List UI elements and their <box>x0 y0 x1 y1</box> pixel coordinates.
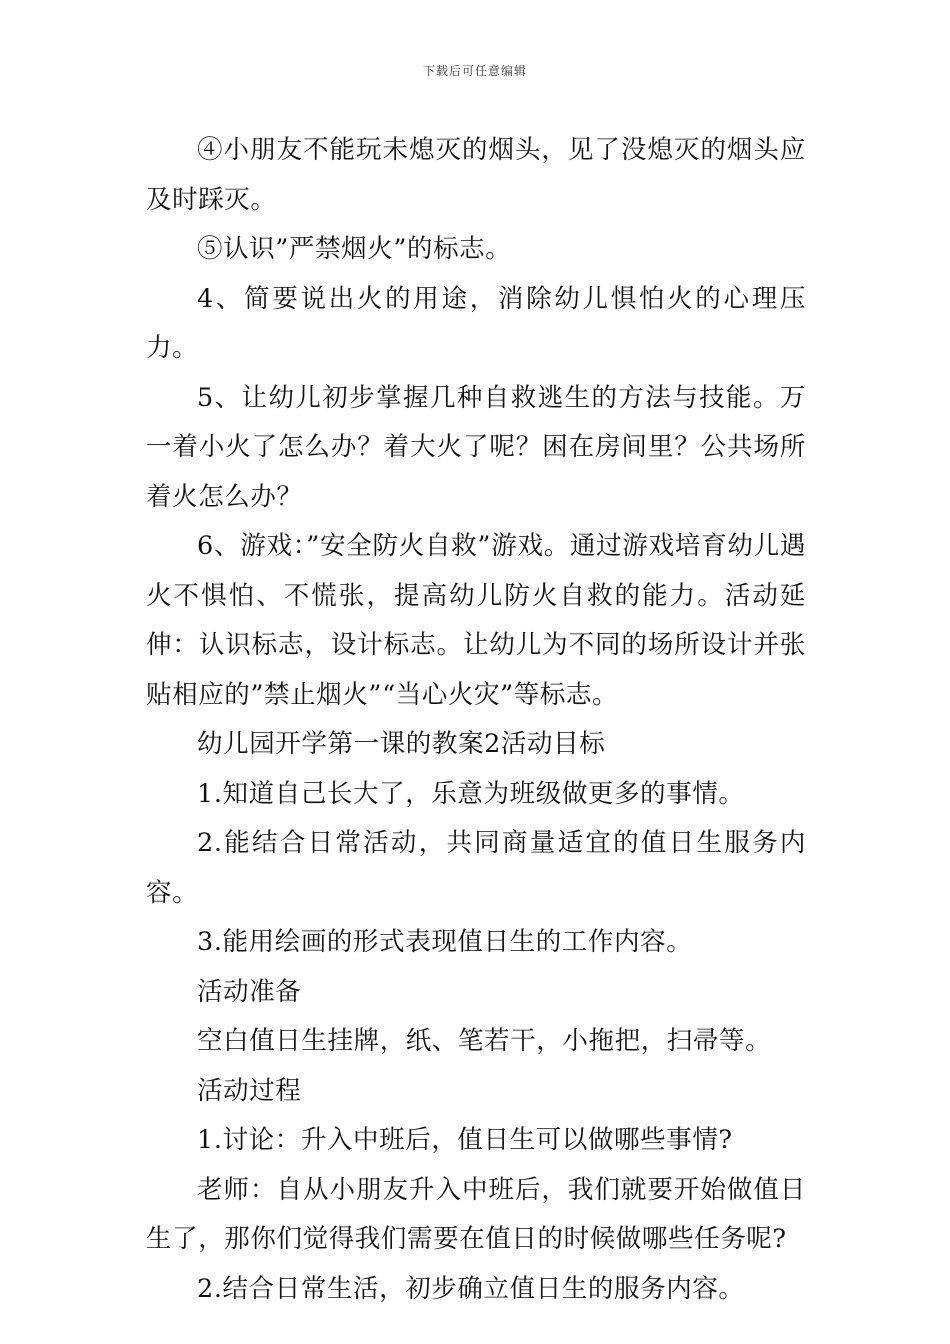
paragraph-4: 5、让幼儿初步掌握几种自救逃生的方法与技能。万一着小火了怎么办？着大火了呢？困在房间里？公共场所着火怎么办？ <box>146 382 806 512</box>
goal-item-1: 1.知道自己长大了，乐意为班级做更多的事情。 <box>197 778 745 809</box>
paragraph-1: ④小朋友不能玩未熄灭的烟头，见了没熄灭的烟头应及时踩灭。 <box>146 135 806 215</box>
paragraph-3: 4、简要说出火的用途，消除幼儿惧怕火的心理压力。 <box>146 283 806 363</box>
teacher-dialogue: 老师：自从小朋友升入中班后，我们就要开始做值日生了，那你们觉得我们需要在值日的时候做哪些任务呢? <box>146 1174 806 1254</box>
goal-item-2: 2.能结合日常活动，共同商量适宜的值日生服务内容。 <box>146 828 806 908</box>
goal-item-3: 3.能用绘画的形式表现值日生的工作内容。 <box>197 927 693 957</box>
process-step-1: 1.讨论：升入中班后，值日生可以做哪些事情? <box>197 1125 733 1155</box>
page-header: 下载后可任意编辑 <box>422 64 527 78</box>
section-heading-preparation: 活动准备 <box>197 976 302 1007</box>
process-step-2: 2.结合日常生活，初步确立值日生的服务内容。 <box>197 1273 745 1304</box>
paragraph-5: 6、游戏：”安全防火自救”游戏。通过游戏培育幼儿遇火不惧怕、不慌张，提高幼儿防火自救的能力。活动延伸：认识标志，设计标志。让幼儿为不同的场所设计并张贴相应的”禁止烟火”“当心火灾”等标志。 <box>146 531 806 710</box>
paragraph-2: ⑤认识”严禁烟火”的标志。 <box>197 234 512 264</box>
document-body <box>146 126 806 1314</box>
lesson-heading: 幼儿园开学第一课的教案2活动目标 <box>197 729 606 759</box>
preparation-text: 空白值日生挂牌，纸、笔若干，小拖把，扫帚等。 <box>197 1026 772 1056</box>
section-heading-process: 活动过程 <box>197 1075 302 1106</box>
